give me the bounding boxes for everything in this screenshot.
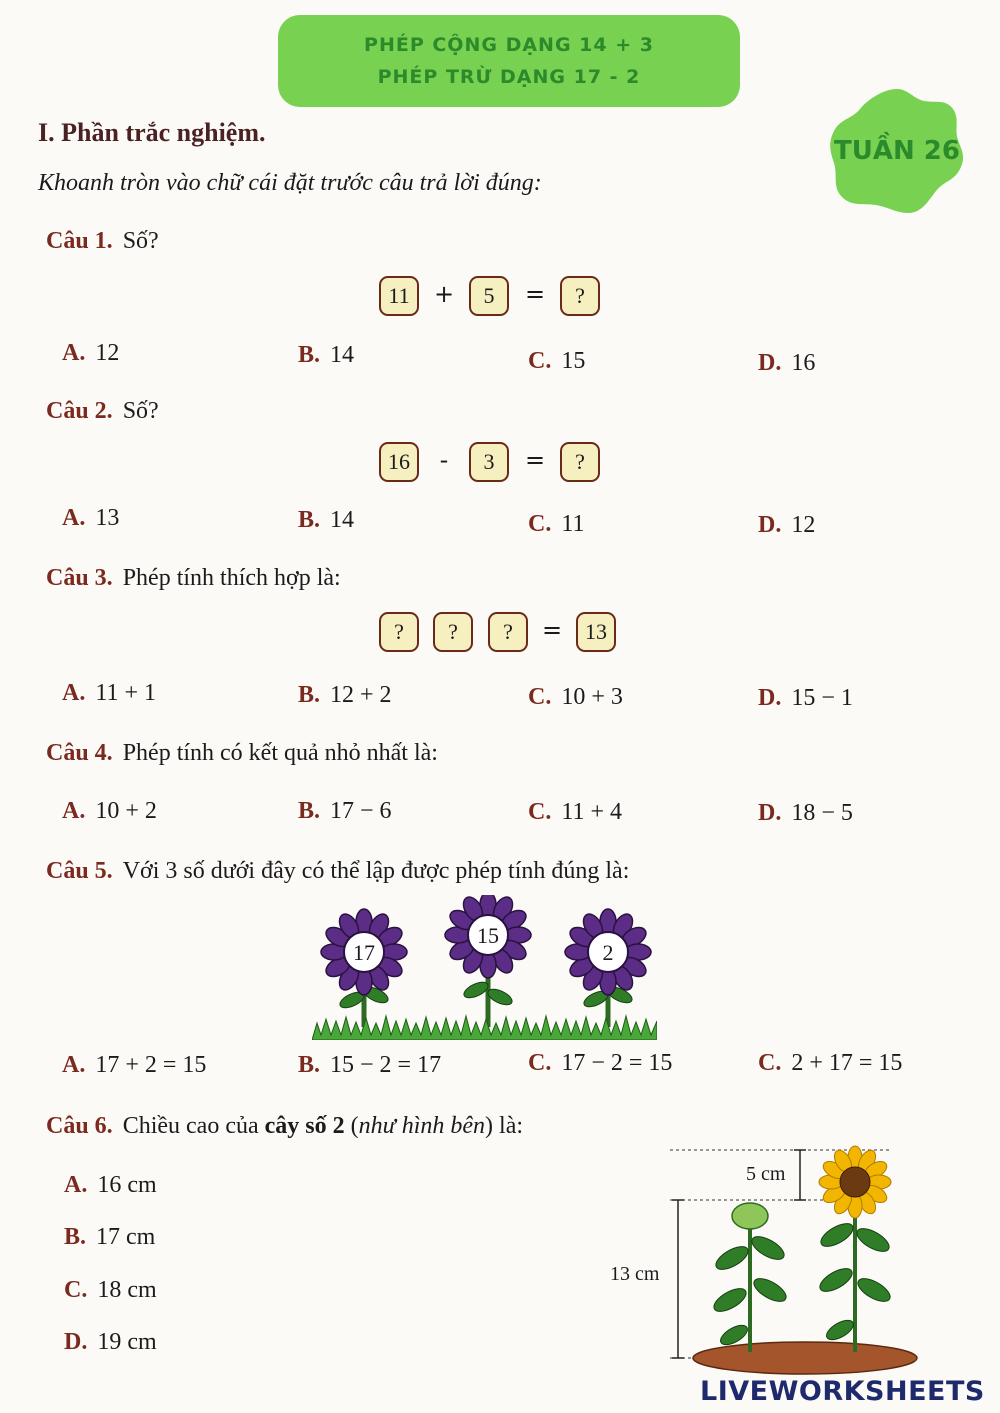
q3-equals: = [541,616,563,644]
q2-option-a[interactable]: A. 13 [62,505,120,531]
q1-option-c[interactable]: C. 15 [528,348,586,374]
q2-option-d[interactable]: D. 12 [758,512,816,538]
q5-option-b[interactable]: B. 15 − 2 = 17 [298,1052,442,1078]
question-2-label: Câu 2. [46,398,113,424]
measure-side-label: 13 cm [610,1263,660,1285]
question-1-heading [46,228,159,255]
q5-option-c[interactable]: C. 17 − 2 = 15 [528,1050,673,1076]
q1-option-d[interactable]: D. 16 [758,350,816,376]
q3-option-d[interactable]: D. 15 − 1 [758,685,853,711]
question-5-text: Với 3 số dưới đây có thể lập được phép tính đúng là: [122,858,630,884]
question-3-heading [46,565,341,592]
question-5-label: Câu 5. [46,858,113,884]
q3-option-a[interactable]: A. 11 + 1 [62,680,156,706]
question-6-heading: Câu 6. Chiều cao của cây số 2 (như hình bên) là: [46,1113,524,1139]
question-3-label: Câu 3. [46,565,113,591]
flower-number-3: 2 [602,940,614,965]
q3-option-c[interactable]: C. 10 + 3 [528,684,623,710]
section-title: I. Phần trắc nghiệm. [38,118,266,147]
question-4-label: Câu 4. [46,740,113,766]
q1-operand-1-box: 11 [379,276,419,316]
q2-equals: = [524,446,546,474]
question-4-text: Phép tính có kết quả nhỏ nhất là: [122,740,438,766]
plant-bud-icon [710,1203,789,1352]
plant-height-diagram [600,1140,930,1380]
q1-operand-2-box: 5 [469,276,509,316]
q3-slot-2-box[interactable]: ? [433,612,473,652]
question-4-heading [46,740,438,767]
q3-slot-3-box[interactable]: ? [488,612,528,652]
q1-option-a[interactable]: A. 12 [62,340,120,366]
q5-option-a[interactable]: A. 17 + 2 = 15 [62,1052,207,1078]
flower-number-1: 17 [353,940,375,965]
q3-slot-1-box[interactable]: ? [379,612,419,652]
question-1-label: Câu 1. [46,228,113,254]
week-label: TUẦN 26 [834,136,960,166]
q3-result-box: 13 [576,612,616,652]
question-2-text: Số? [122,398,159,424]
q4-option-d[interactable]: D. 18 − 5 [758,800,853,826]
q6-option-c[interactable]: C. 18 cm [64,1277,157,1303]
soil-icon [693,1342,917,1374]
question-3-text: Phép tính thích hợp là: [122,565,341,591]
question-1-text: Số? [122,228,159,254]
liveworksheets-logo: LIVEWORKSHEETS [700,1376,985,1407]
flower-number-2: 15 [477,923,499,948]
plant-sunflower-icon [816,1146,893,1352]
q5-option-d[interactable]: C. 2 + 17 = 15 [758,1050,903,1076]
question-5-heading [46,858,629,885]
q2-operator: - [439,446,449,474]
q2-option-b[interactable]: B. 14 [298,507,355,533]
q2-option-c[interactable]: C. 11 [528,511,585,537]
q4-option-b[interactable]: B. 17 − 6 [298,798,392,824]
q6-option-d[interactable]: D. 19 cm [64,1329,157,1355]
q1-equals: = [524,280,546,308]
measure-top-label: 5 cm [746,1163,786,1185]
title-banner [278,15,740,107]
flowers-illustration [312,895,657,1040]
question-2-heading [46,398,159,425]
q4-option-c[interactable]: C. 11 + 4 [528,799,622,825]
q3-option-b[interactable]: B. 12 + 2 [298,682,392,708]
title-line-2: PHÉP TRỪ DẠNG 17 - 2 [377,66,641,88]
q6-option-b[interactable]: B. 17 cm [64,1224,156,1250]
q2-operand-2-box: 3 [469,442,509,482]
instruction: Khoanh tròn vào chữ cái đặt trước câu trả lời đúng: [38,170,542,196]
q1-operator: + [433,280,455,308]
title-line-1: PHÉP CỘNG DẠNG 14 + 3 [364,34,654,56]
q6-option-a[interactable]: A. 16 cm [64,1172,157,1198]
question-6-label: Câu 6. [46,1113,113,1139]
q2-operand-1-box: 16 [379,442,419,482]
q1-answer-box[interactable]: ? [560,276,600,316]
q1-option-b[interactable]: B. 14 [298,342,355,368]
q2-answer-box[interactable]: ? [560,442,600,482]
q4-option-a[interactable]: A. 10 + 2 [62,798,157,824]
